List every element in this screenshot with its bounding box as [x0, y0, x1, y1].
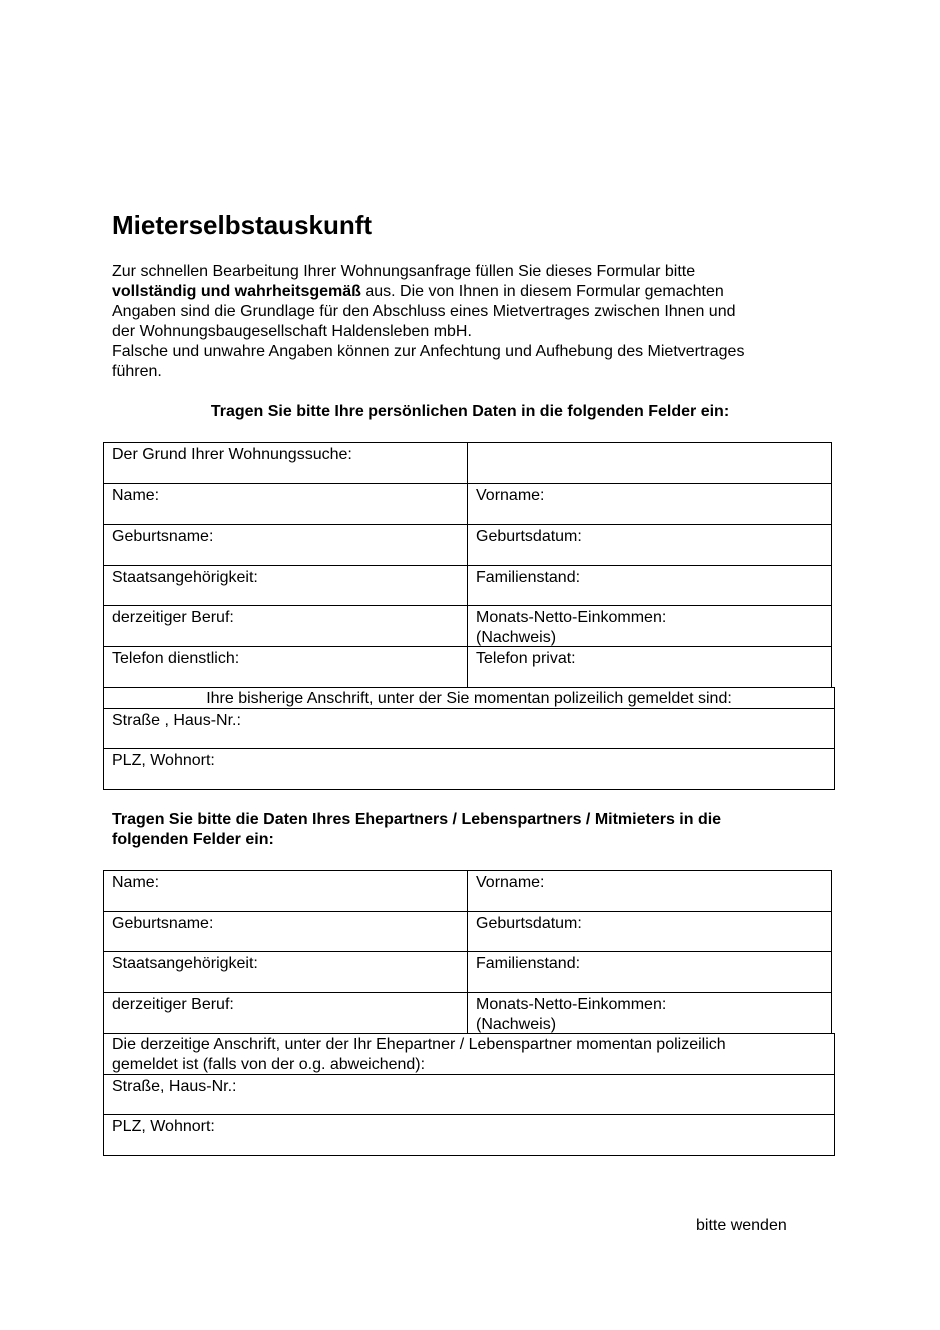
- telefon-privat-field[interactable]: [467, 646, 832, 688]
- name-label: Name:: [112, 487, 160, 504]
- partner-address-line: gemeldet ist (falls von der o.g. abweichend):: [112, 1056, 426, 1073]
- vorname-label: Vorname:: [476, 487, 545, 504]
- section2-heading-line: Tragen Sie bitte die Daten Ihres Ehepartners / Lebenspartners / Mitmieters in die: [112, 811, 722, 828]
- familienstand-field[interactable]: [467, 565, 832, 606]
- beruf-field[interactable]: [103, 605, 468, 647]
- intro-line: Angaben sind die Grundlage für den Abschluss eines Mietvertrages zwischen Ihnen und: [112, 303, 736, 320]
- telefon-dienstlich-field[interactable]: [103, 646, 468, 688]
- partner-strasse-label: Straße, Haus-Nr.:: [112, 1078, 237, 1095]
- reason-label: Der Grund Ihrer Wohnungssuche:: [103, 442, 468, 484]
- partner-plz-field[interactable]: [103, 1114, 835, 1156]
- section2-heading-line: folgenden Felder ein:: [112, 831, 274, 848]
- intro-emphasis: vollständig und wahrheitsgemäß: [112, 283, 361, 300]
- einkommen-field[interactable]: [467, 605, 832, 647]
- partner-vorname-field[interactable]: [467, 870, 832, 912]
- vorname-field[interactable]: [467, 483, 832, 525]
- intro-line: Zur schnellen Bearbeitung Ihrer Wohnungsanfrage füllen Sie dieses Formular bitte: [112, 263, 696, 280]
- intro-line: führen.: [112, 363, 162, 380]
- partner-plz-label: PLZ, Wohnort:: [112, 1118, 215, 1135]
- geburtsdatum-label: Geburtsdatum:: [476, 528, 582, 545]
- geburtsdatum-field[interactable]: [467, 524, 832, 566]
- strasse-label: Straße , Haus-Nr.:: [112, 712, 241, 729]
- name-field[interactable]: [103, 483, 468, 525]
- familienstand-label: Familienstand:: [476, 569, 581, 586]
- strasse-field[interactable]: [103, 708, 835, 749]
- telefon-privat-label: Telefon privat:: [476, 650, 576, 667]
- staatsangehoerigkeit-label: Staatsangehörigkeit:: [112, 569, 258, 586]
- partner-name-field[interactable]: [103, 870, 468, 912]
- partner-geburtsname-label: Geburtsname:: [112, 915, 214, 932]
- partner-beruf-label: derzeitiger Beruf:: [112, 996, 234, 1013]
- partner-familienstand-field[interactable]: [467, 951, 832, 993]
- partner-address-heading: [103, 1033, 835, 1075]
- partner-einkommen-field[interactable]: [467, 992, 832, 1034]
- geburtsname-label: Geburtsname:: [112, 528, 214, 545]
- page-footer: bitte wenden: [696, 1217, 787, 1234]
- partner-geburtsdatum-label: Geburtsdatum:: [476, 915, 582, 932]
- partner-einkommen-label: Monats-Netto-Einkommen:: [476, 996, 667, 1013]
- intro-line: [112, 282, 832, 302]
- partner-beruf-field[interactable]: [103, 992, 468, 1034]
- reason-field[interactable]: [467, 442, 832, 484]
- intro-line-rest: aus. Die von Ihnen in diesem Formular gemachten: [360, 283, 724, 300]
- address-heading: Ihre bisherige Anschrift, unter der Sie momentan polizeilich gemeldet sind:: [103, 687, 835, 709]
- partner-vorname-label: Vorname:: [476, 874, 545, 891]
- partner-strasse-field[interactable]: [103, 1074, 835, 1115]
- partner-name-label: Name:: [112, 874, 160, 891]
- intro-line: Falsche und unwahre Angaben können zur Anfechtung und Aufhebung des Mietvertrages: [112, 343, 745, 360]
- partner-geburtsdatum-field[interactable]: [467, 911, 832, 952]
- staatsangehoerigkeit-field[interactable]: [103, 565, 468, 606]
- section2-heading: [112, 810, 812, 850]
- beruf-label: derzeitiger Beruf:: [112, 609, 234, 626]
- nachweis-label: (Nachweis): [476, 629, 557, 646]
- plz-label: PLZ, Wohnort:: [112, 752, 215, 769]
- telefon-dienstlich-label: Telefon dienstlich:: [112, 650, 240, 667]
- partner-geburtsname-field[interactable]: [103, 911, 468, 952]
- partner-staatsangehoerigkeit-field[interactable]: [103, 951, 468, 993]
- section1-heading: Tragen Sie bitte Ihre persönlichen Daten in die folgenden Felder ein:: [210, 403, 730, 420]
- geburtsname-field[interactable]: [103, 524, 468, 566]
- einkommen-label: Monats-Netto-Einkommen:: [476, 609, 667, 626]
- page-title: Mieterselbstauskunft: [112, 210, 373, 240]
- intro-paragraph: [112, 262, 832, 382]
- partner-familienstand-label: Familienstand:: [476, 955, 581, 972]
- plz-field[interactable]: [103, 748, 835, 790]
- intro-line: der Wohnungsbaugesellschaft Haldensleben mbH.: [112, 323, 472, 340]
- partner-address-line: Die derzeitige Anschrift, unter der Ihr Ehepartner / Lebenspartner momentan polizeilich: [112, 1036, 726, 1053]
- partner-nachweis-label: (Nachweis): [476, 1016, 557, 1033]
- partner-staatsangehoerigkeit-label: Staatsangehörigkeit:: [112, 955, 258, 972]
